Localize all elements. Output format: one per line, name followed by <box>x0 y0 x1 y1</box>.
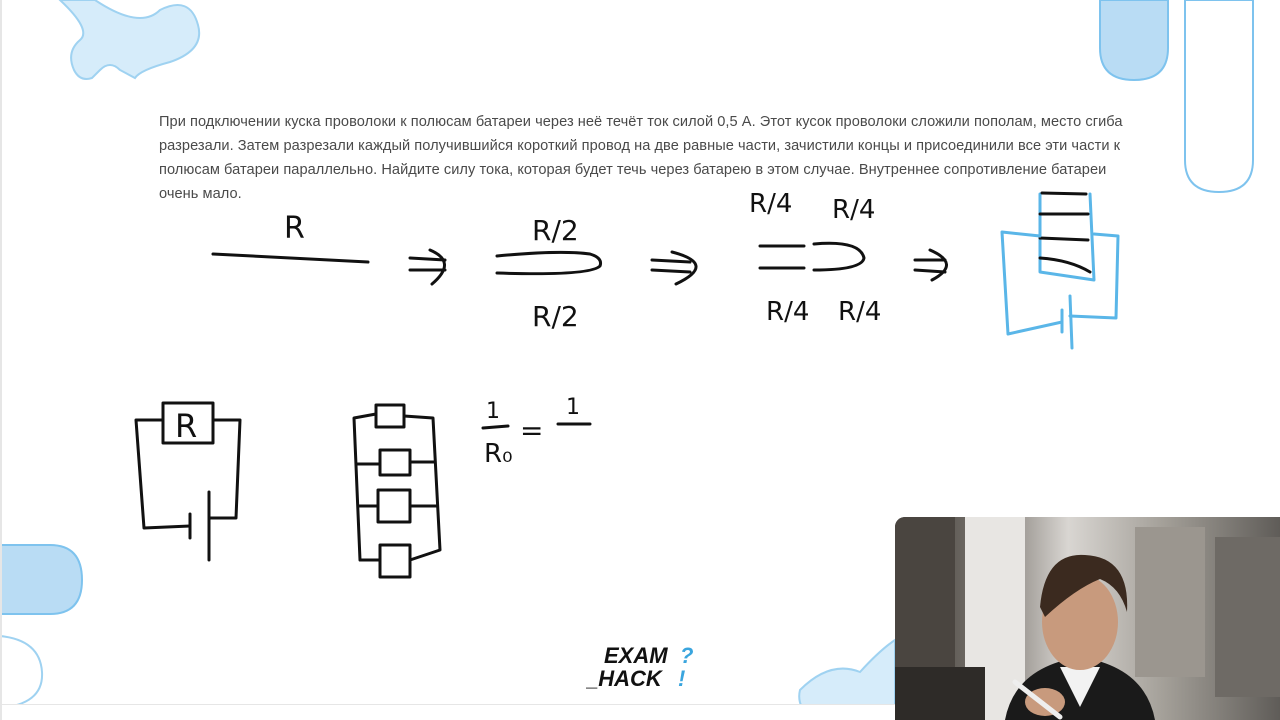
formula-equals: = <box>520 414 544 447</box>
logo-line2: _HACK <box>586 666 662 690</box>
formula-denominator: R₀ <box>484 439 513 469</box>
resistor-label: R <box>175 407 198 445</box>
logo-line1: EXAM <box>604 643 668 668</box>
wire-quarters <box>760 243 864 270</box>
formula-fraction-bar <box>483 426 508 428</box>
label-quarter-1: R/4 <box>749 189 793 219</box>
examhack-logo <box>586 642 706 690</box>
webcam-video <box>895 517 1280 720</box>
arrow-3-icon <box>915 250 947 280</box>
presenter-image <box>895 517 1280 720</box>
label-half-top: R/2 <box>532 214 579 247</box>
problem-text: При подключении куска проволоки к полюсам батареи через неё течёт ток силой 0,5 А. Этот кусок проволоки сложили пополам, место сгиба разрезали. Затем разрезали каждый получившийся короткий провод на две равные части, зачистили концы и присоединили все эти части к полюсам батареи параллельно. Найдите силу тока, которая будет течь через батарею в этом случае. Внутреннее сопротивление батареи очень мало. <box>159 114 1123 202</box>
formula-numerator: 1 <box>486 399 500 424</box>
formula-rhs-numerator: 1 <box>566 395 580 420</box>
label-r: R <box>284 211 305 246</box>
label-quarter-2: R/4 <box>832 195 876 225</box>
wire-whole <box>213 254 368 262</box>
arrow-2-icon <box>652 252 696 284</box>
wire-folded <box>497 252 601 273</box>
circuit-ladder <box>1002 193 1118 348</box>
label-quarter-4: R/4 <box>838 297 882 327</box>
circuit-parallel-resistors <box>354 405 440 577</box>
logo-line2-mark: ! <box>678 666 686 690</box>
label-half-bottom: R/2 <box>532 300 579 333</box>
arrow-1-icon <box>410 250 445 284</box>
label-quarter-3: R/4 <box>766 297 810 327</box>
logo-line1-mark: ? <box>680 643 694 668</box>
